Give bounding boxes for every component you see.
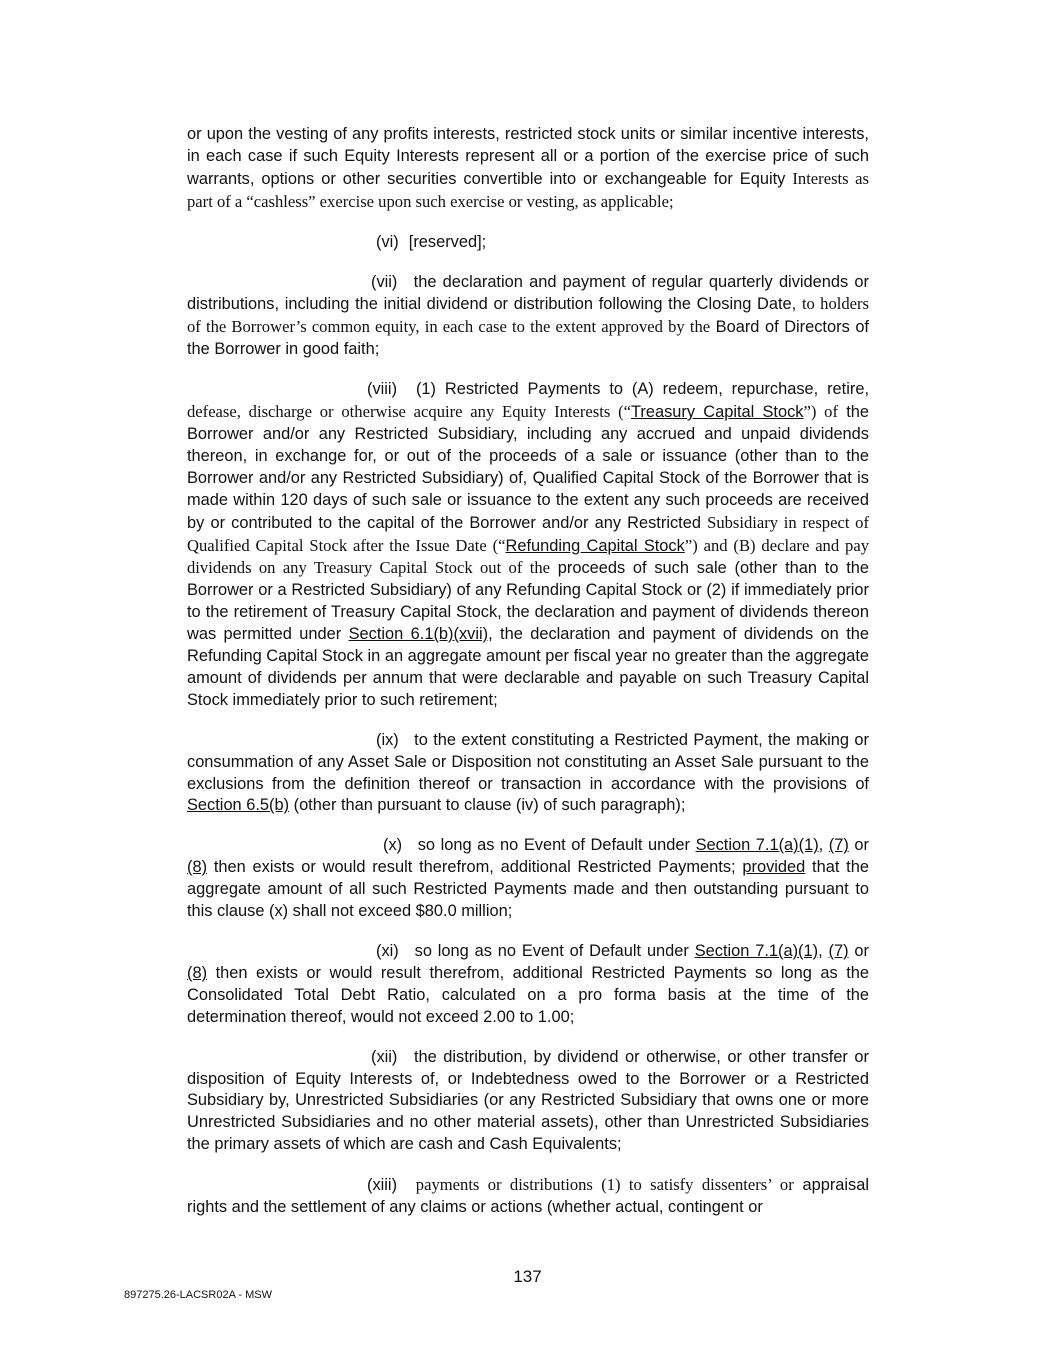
clause-text-serif: payments or distributions (1) to satisfy dissenters’ or	[415, 1175, 794, 1195]
clause-xii	[187, 1047, 869, 1157]
clause-number: (xiii)	[367, 1176, 398, 1195]
section-reference-link: Section 6.5(b)	[187, 796, 290, 815]
clause-number: (viii)	[367, 380, 398, 399]
section-reference-link: (7)	[828, 942, 849, 960]
clause-text: so long as no Event of Default under	[417, 836, 690, 855]
clause-text: the distribution, by dividend or otherwise, or other transfer or disposition of Equity Interests of, or Indebtedness owed to the Borrower or a Restricted Subsidiary by, Unrestricted Subsidiaries (or any Restricted Subsidiary that owns one or more Unrestricted Subsidiaries and no other material assets), other than Unrestricted Subsidiaries the primary assets of which are cash and Cash Equivalents;	[187, 1047, 869, 1154]
clause-number: (xii)	[371, 1047, 398, 1066]
clause-viii	[187, 379, 869, 712]
clause-number: (x)	[383, 836, 403, 855]
clause-x	[187, 835, 869, 923]
clause-xiii	[187, 1174, 869, 1219]
clause-number: (vii)	[371, 272, 398, 291]
section-reference-link: Section 6.1(b)(xvii)	[348, 625, 489, 644]
clause-text: (other than pursuant to clause (iv) of such paragraph);	[293, 796, 686, 815]
section-reference-link: (8)	[187, 963, 208, 982]
defined-term-link: Treasury Capital Stock	[631, 403, 804, 422]
clause-text-serif: ”) of	[803, 402, 838, 422]
separator: ,	[818, 942, 823, 960]
section-reference-link: Section 7.1(a)(1)	[694, 942, 819, 960]
clause-text: the declaration and payment of regular quarterly dividends or distributions, including the initial dividend or distribution following the Closing Date,	[187, 272, 869, 314]
clause-text: that the aggregate amount of all such Restricted Payments made and then outstanding pursuant to this clause (x) shall not exceed $80.0 million;	[187, 858, 869, 921]
page-number: 137	[513, 1267, 542, 1286]
clause-text: then exists or would result therefrom, additional Restricted Payments so long as the Consolidated Total Debt Ratio, calculated on a pro forma basis at the time of the determination thereof, would not exceed 2.00 to 1.00;	[187, 963, 869, 1026]
clause-number: (ix)	[376, 730, 399, 749]
clause-number: (xi)	[376, 942, 399, 960]
clause-text: the Borrower and/or any Restricted Subsidiary, including any accrued and unpaid dividends thereon, in exchange for, or out of the proceeds of a sale or issuance (other than to the Borrower and/or any Restricted Subsidiary) of, Qualified Capital Stock of the Borrower that is made within 120 days of such sale or issuance to the extent any such proceeds are received by or contributed to the capital of the Borrower and/or any Restricted	[187, 403, 869, 532]
document-id: 897275.26-LACSR02A - MSW	[124, 1289, 272, 1301]
clause-text-serif: Subsidiary in respect of Qualified Capital Stock after the Issue Date (“	[187, 512, 869, 555]
section-reference-link: (8)	[187, 858, 208, 877]
clause-text-serif: to holders of the Borrower’s common equity, in each case to the extent approved by the	[187, 294, 869, 337]
clause-text: to the extent constituting a Restricted Payment, the making or consummation of any Asset Sale or Disposition not constituting an Asset Sale pursuant to the exclusions from the definition thereof or transaction in accordance with the provisions of	[187, 730, 869, 793]
defined-term-link: provided	[742, 858, 806, 877]
paragraph-text: or upon the vesting of any profits interests, restricted stock units or similar incentive interests, in each case if such Equity Interests represent all or a portion of the exercise price of such warrants, options or other securities convertible into or exchangeable for Equity	[187, 125, 869, 188]
clause-text: Board of Directors of the Borrower in good faith;	[187, 318, 869, 359]
clause-text: or	[854, 942, 869, 960]
clause-text: or	[854, 836, 869, 855]
clause-vi	[187, 232, 869, 254]
section-reference-link: (7)	[828, 836, 849, 855]
clause-text: so long as no Event of Default under	[414, 942, 689, 960]
clause-text: proceeds of such sale (other than to the Borrower or a Restricted Subsidiary) of any Refunding Capital Stock or (2) if immediately prior to the retirement of Treasury Capital Stock, the declaration and payment of dividends thereon was permitted under	[187, 559, 869, 644]
separator: ,	[818, 836, 824, 855]
defined-term-link: Refunding Capital Stock	[505, 536, 685, 555]
document-body	[187, 124, 869, 1237]
clause-text: , the declaration and payment of dividends on the Refunding Capital Stock in an aggregate amount per fiscal year no greater than the aggregate amount of dividends per annum that were declarable and payable on such Treasury Capital Stock immediately prior to such retirement;	[187, 625, 869, 709]
clause-number: (vi)	[376, 232, 399, 251]
paragraph-continuation	[187, 124, 869, 214]
clause-text: then exists or would result therefrom, additional Restricted Payments;	[213, 858, 736, 877]
section-reference-link: Section 7.1(a)(1)	[695, 836, 819, 855]
clause-text: [reserved];	[408, 232, 487, 251]
clause-vii	[187, 272, 869, 362]
clause-text-serif: ”) and (B) declare and pay dividends on any Treasury Capital Stock out of the	[187, 535, 869, 578]
clause-text-serif: defease, discharge or otherwise acquire any Equity Interests (“	[187, 402, 631, 422]
clause-text: appraisal rights and the settlement of any claims or actions (whether actual, contingent or	[187, 1176, 869, 1217]
paragraph-text-serif: Interests as part of a “cashless” exercise upon such exercise or vesting, as applicable;	[187, 168, 869, 211]
clause-text: (1) Restricted Payments to (A) redeem, repurchase, retire,	[415, 380, 869, 399]
clause-xi	[187, 941, 869, 1029]
clause-ix	[187, 730, 869, 818]
